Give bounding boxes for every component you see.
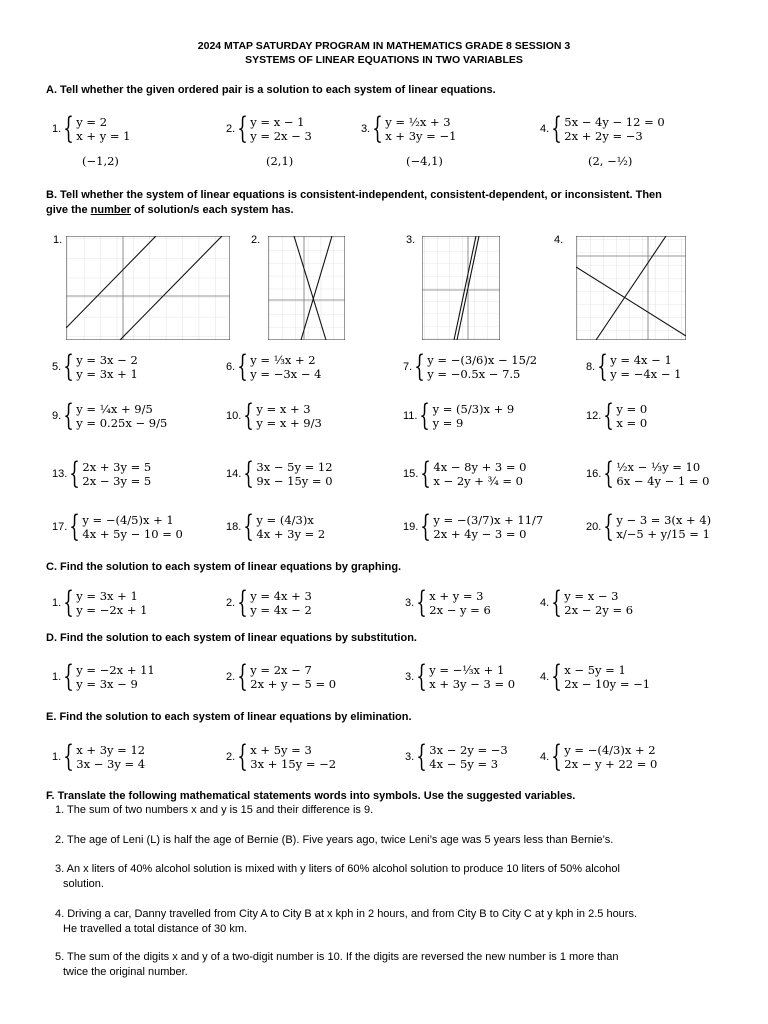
equation-lines — [250, 353, 321, 381]
section-b-heading-line1: B. Tell whether the system of linear equations is consistent-independent, consistent-dependent, or inconsistent. Then — [46, 189, 662, 201]
equation-lines — [564, 663, 650, 691]
brace-symbol: { — [603, 456, 615, 491]
item-number: 3. — [405, 671, 415, 683]
item-number: 8. — [586, 361, 596, 373]
equation-2: y = 4x − 2 — [250, 603, 312, 617]
brace-symbol: { — [243, 398, 255, 433]
item-number: 16. — [586, 468, 602, 480]
equation-1: y = −(4/3)x + 2 — [564, 743, 656, 757]
heading-underlined-word: number — [90, 204, 131, 216]
item-number: 10. — [226, 410, 242, 422]
equation-system-c3 — [405, 585, 491, 620]
brace-symbol: { — [551, 659, 562, 694]
graph-4 — [576, 236, 686, 340]
equation-lines — [616, 460, 709, 488]
equation-lines — [76, 663, 154, 691]
equation-2: 2x − y + 22 = 0 — [564, 757, 658, 771]
brace-symbol: { — [63, 398, 74, 433]
equation-2: 2x + y − 5 = 0 — [250, 677, 337, 691]
item-number: 2. — [226, 597, 236, 609]
equation-lines — [250, 743, 336, 771]
brace-symbol: { — [237, 659, 248, 694]
brace-symbol: { — [63, 349, 74, 384]
item-number: 1. — [52, 751, 62, 763]
item-number: 3. — [405, 751, 415, 763]
word-problem-3-cont: solution. — [63, 878, 104, 890]
equation-system-e2 — [226, 739, 337, 774]
equation-system-e3 — [405, 739, 508, 774]
brace-symbol: { — [416, 739, 427, 774]
item-number: 4. — [540, 671, 550, 683]
equation-system-a2 — [226, 111, 312, 146]
item-number: 17. — [52, 521, 68, 533]
equation-2: y = 9 — [432, 416, 464, 430]
equation-2: 2x + 2y = −3 — [564, 129, 643, 143]
brace-symbol: { — [237, 739, 248, 774]
equation-1: y = ⅓x + 2 — [250, 353, 316, 367]
word-problem-2: 2. The age of Leni (L) is half the age of Bernie (B). Five years ago, twice Leni’s age was 5 years less than Bernie’s. — [55, 834, 614, 846]
equation-2: y = −2x + 1 — [76, 603, 148, 617]
brace-symbol: { — [243, 456, 255, 491]
equation-1: y = 3x + 1 — [76, 589, 138, 603]
equation-2: 2x − y = 6 — [429, 603, 491, 617]
graph-1 — [66, 236, 230, 340]
equation-system-b13 — [52, 456, 152, 491]
equation-2: y = 3x − 9 — [76, 677, 138, 691]
equation-lines — [616, 513, 711, 541]
equation-1: y = (5/3)x + 9 — [432, 402, 515, 416]
equation-1: 4x − 8y + 3 = 0 — [433, 460, 527, 474]
equation-lines — [433, 513, 543, 541]
equation-2: y = −0.5x − 7.5 — [427, 367, 521, 381]
equation-system-c2 — [226, 585, 312, 620]
equation-system-b6 — [226, 349, 322, 384]
graph-label-3: 3. — [406, 234, 416, 246]
equation-2: x = 0 — [616, 416, 648, 430]
equation-1: y = −⅓x + 1 — [429, 663, 505, 677]
item-number: 9. — [52, 410, 62, 422]
equation-1: y = 4x − 1 — [610, 353, 672, 367]
equation-2: y = 3x + 1 — [76, 367, 138, 381]
section-a-heading: A. Tell whether the given ordered pair is a solution to each system of linear equations. — [46, 84, 496, 96]
brace-symbol: { — [603, 398, 615, 433]
ordered-pair-a2: (2,1) — [266, 154, 294, 168]
equation-system-b11 — [403, 398, 515, 433]
equation-system-b5 — [52, 349, 138, 384]
brace-symbol: { — [419, 398, 431, 433]
equation-2: 6x − 4y − 1 = 0 — [616, 474, 710, 488]
equation-system-d1 — [52, 659, 155, 694]
equation-lines — [250, 663, 336, 691]
equation-lines — [76, 402, 167, 430]
equation-system-b12 — [586, 398, 648, 433]
equation-system-b20 — [586, 509, 712, 544]
equation-2: y = −3x − 4 — [250, 367, 322, 381]
equation-1: y = 2 — [76, 115, 108, 129]
equation-lines — [433, 460, 526, 488]
brace-symbol: { — [416, 659, 427, 694]
equation-2: 4x − 5y = 3 — [429, 757, 499, 771]
equation-1: y = −2x + 11 — [76, 663, 155, 677]
brace-symbol: { — [237, 111, 248, 146]
brace-symbol: { — [237, 349, 248, 384]
equation-2: 2x − 3y = 5 — [82, 474, 152, 488]
brace-symbol: { — [243, 509, 255, 544]
item-number: 2. — [226, 123, 236, 135]
equation-lines — [250, 589, 312, 617]
brace-symbol: { — [69, 509, 81, 544]
equation-system-e4 — [540, 739, 658, 774]
ordered-pair-a1: (−1,2) — [82, 154, 119, 168]
equation-system-d4 — [540, 659, 651, 694]
section-e-heading: E. Find the solution to each system of linear equations by elimination. — [46, 711, 412, 723]
item-number: 2. — [226, 751, 236, 763]
section-b-heading-line2 — [46, 203, 294, 218]
brace-symbol: { — [414, 349, 425, 384]
graph-label-1: 1. — [53, 234, 63, 246]
page-title: 2024 MTAP SATURDAY PROGRAM IN MATHEMATICS GRADE 8 SESSION 3 — [197, 40, 571, 52]
equation-system-d2 — [226, 659, 337, 694]
equation-lines — [427, 353, 537, 381]
item-number: 5. — [52, 361, 62, 373]
equation-system-b7 — [403, 349, 538, 384]
word-problem-5-cont: twice the original number. — [63, 966, 188, 978]
equation-system-c1 — [52, 585, 148, 620]
equation-lines — [76, 589, 147, 617]
equation-lines — [429, 589, 491, 617]
equation-system-b19 — [403, 509, 544, 544]
equation-1: y = −(3/6)x − 15/2 — [427, 353, 538, 367]
equation-1: x + 5y = 3 — [250, 743, 312, 757]
item-number: 19. — [403, 521, 419, 533]
ordered-pair-a3: (−4,1) — [406, 154, 443, 168]
equation-lines — [564, 743, 657, 771]
equation-2: 3x − 3y = 4 — [76, 757, 146, 771]
equation-system-b8 — [586, 349, 682, 384]
equation-system-b10 — [226, 398, 322, 433]
item-number: 11. — [403, 410, 418, 422]
item-number: 4. — [540, 123, 550, 135]
item-number: 1. — [52, 123, 62, 135]
heading-text: give the — [46, 204, 91, 216]
equation-2: y = −4x − 1 — [610, 367, 682, 381]
equation-lines — [433, 402, 515, 430]
equation-1: y = ¼x + 9/5 — [76, 402, 153, 416]
item-number: 1. — [52, 597, 62, 609]
brace-symbol: { — [603, 509, 615, 544]
equation-lines — [256, 513, 325, 541]
equation-2: 2x − 2y = 6 — [564, 603, 634, 617]
item-number: 3. — [405, 597, 415, 609]
equation-1: y = 2x − 7 — [250, 663, 312, 677]
equation-system-b16 — [586, 456, 710, 491]
brace-symbol: { — [237, 585, 248, 620]
equation-1: 2x + 3y = 5 — [82, 460, 152, 474]
equation-1: x − 5y = 1 — [564, 663, 626, 677]
equation-1: ½x − ⅓y = 10 — [616, 460, 701, 474]
equation-system-d3 — [405, 659, 516, 694]
brace-symbol: { — [63, 585, 74, 620]
item-number: 7. — [403, 361, 413, 373]
equation-2: y = x + 9/3 — [256, 416, 322, 430]
item-number: 4. — [540, 751, 550, 763]
ordered-pair-a4: (2, −½) — [588, 154, 633, 168]
equation-system-e1 — [52, 739, 146, 774]
equation-lines — [82, 513, 182, 541]
equation-lines — [76, 353, 138, 381]
equation-1: x + 3y = 12 — [76, 743, 146, 757]
equation-lines — [616, 402, 647, 430]
item-number: 13. — [52, 468, 68, 480]
equation-1: y = −(3/7)x + 11/7 — [433, 513, 544, 527]
equation-2: 2x − 10y = −1 — [564, 677, 651, 691]
item-number: 2. — [226, 671, 236, 683]
equation-2: 4x + 3y = 2 — [256, 527, 326, 541]
equation-2: x + y = 1 — [76, 129, 131, 143]
equation-system-b14 — [226, 456, 333, 491]
section-f-heading: F. Translate the following mathematical statements words into symbols. Use the suggested variables. — [46, 790, 576, 802]
equation-system-b18 — [226, 509, 326, 544]
equation-lines — [564, 115, 664, 143]
word-problem-5: 5. The sum of the digits x and y of a two-digit number is 10. If the digits are reversed the new number is 1 more than — [55, 951, 619, 963]
item-number: 14. — [226, 468, 242, 480]
equation-system-a3 — [361, 111, 457, 146]
equation-1: y = −(4/5)x + 1 — [82, 513, 174, 527]
graph-3 — [422, 236, 500, 340]
equation-1: y = x − 3 — [564, 589, 619, 603]
equation-1: y = (4/3)x — [256, 513, 314, 527]
equation-1: y = x + 3 — [256, 402, 311, 416]
equation-2: x − 2y + ¾ = 0 — [433, 474, 523, 488]
equation-1: y = 3x − 2 — [76, 353, 138, 367]
item-number: 3. — [361, 123, 371, 135]
equation-lines — [250, 115, 312, 143]
equation-2: x + 3y − 3 = 0 — [429, 677, 516, 691]
equation-1: y = x − 1 — [250, 115, 305, 129]
equation-lines — [76, 115, 130, 143]
brace-symbol: { — [597, 349, 608, 384]
equation-lines — [564, 589, 633, 617]
equation-system-a1 — [52, 111, 131, 146]
equation-lines — [82, 460, 151, 488]
brace-symbol: { — [420, 456, 432, 491]
graph-2 — [268, 236, 345, 340]
equation-1: y = 4x + 3 — [250, 589, 312, 603]
equation-1: 5x − 4y − 12 = 0 — [564, 115, 665, 129]
word-problem-3: 3. An x liters of 40% alcohol solution is mixed with y liters of 60% alcohol solution to produce 10 liters of 50% alcohol — [55, 863, 620, 875]
equation-1: 3x − 2y = −3 — [429, 743, 508, 757]
equation-1: x + y = 3 — [429, 589, 484, 603]
equation-1: y = ½x + 3 — [385, 115, 451, 129]
page-subtitle: SYSTEMS OF LINEAR EQUATIONS IN TWO VARIABLES — [245, 54, 523, 66]
graph-label-4: 4. — [554, 234, 564, 246]
section-c-heading: C. Find the solution to each system of linear equations by graphing. — [46, 561, 402, 573]
heading-text: of solution/s each system has. — [130, 204, 294, 216]
equation-2: y = 2x − 3 — [250, 129, 312, 143]
word-problem-4-cont: He travelled a total distance of 30 km. — [63, 923, 248, 935]
equation-system-b9 — [52, 398, 168, 433]
brace-symbol: { — [69, 456, 81, 491]
equation-lines — [256, 402, 321, 430]
equation-2: 9x − 15y = 0 — [256, 474, 333, 488]
equation-lines — [385, 115, 456, 143]
equation-lines — [429, 663, 515, 691]
equation-2: y = 0.25x − 9/5 — [76, 416, 168, 430]
equation-1: 3x − 5y = 12 — [256, 460, 333, 474]
word-problem-1: 1. The sum of two numbers x and y is 15 and their difference is 9. — [55, 804, 374, 816]
equation-lines — [610, 353, 681, 381]
equation-lines — [429, 743, 507, 771]
equation-1: y = 0 — [616, 402, 648, 416]
item-number: 12. — [586, 410, 602, 422]
equation-2: x + 3y = −1 — [385, 129, 457, 143]
equation-lines — [76, 743, 145, 771]
equation-system-c4 — [540, 585, 634, 620]
equation-system-a4 — [540, 111, 665, 146]
item-number: 1. — [52, 671, 62, 683]
word-problem-4: 4. Driving a car, Danny travelled from City A to City B at x kph in 2 hours, and from City B to City C at y kph in 2.5 hours. — [55, 908, 638, 920]
item-number: 18. — [226, 521, 242, 533]
equation-2: x/−5 + y/15 = 1 — [616, 527, 710, 541]
brace-symbol: { — [372, 111, 383, 146]
brace-symbol: { — [416, 585, 427, 620]
equation-2: 4x + 5y − 10 = 0 — [82, 527, 183, 541]
brace-symbol: { — [63, 111, 74, 146]
item-number: 4. — [540, 597, 550, 609]
brace-symbol: { — [63, 739, 74, 774]
brace-symbol: { — [420, 509, 432, 544]
brace-symbol: { — [551, 585, 562, 620]
brace-symbol: { — [551, 739, 562, 774]
equation-2: 2x + 4y − 3 = 0 — [433, 527, 527, 541]
equation-2: 3x + 15y = −2 — [250, 757, 337, 771]
item-number: 6. — [226, 361, 236, 373]
graph-label-2: 2. — [251, 234, 261, 246]
section-d-heading: D. Find the solution to each system of linear equations by substitution. — [46, 632, 417, 644]
equation-1: y − 3 = 3(x + 4) — [616, 513, 712, 527]
brace-symbol: { — [551, 111, 562, 146]
item-number: 20. — [586, 521, 602, 533]
item-number: 15. — [403, 468, 419, 480]
equation-lines — [256, 460, 332, 488]
brace-symbol: { — [63, 659, 74, 694]
equation-system-b15 — [403, 456, 527, 491]
equation-system-b17 — [52, 509, 183, 544]
